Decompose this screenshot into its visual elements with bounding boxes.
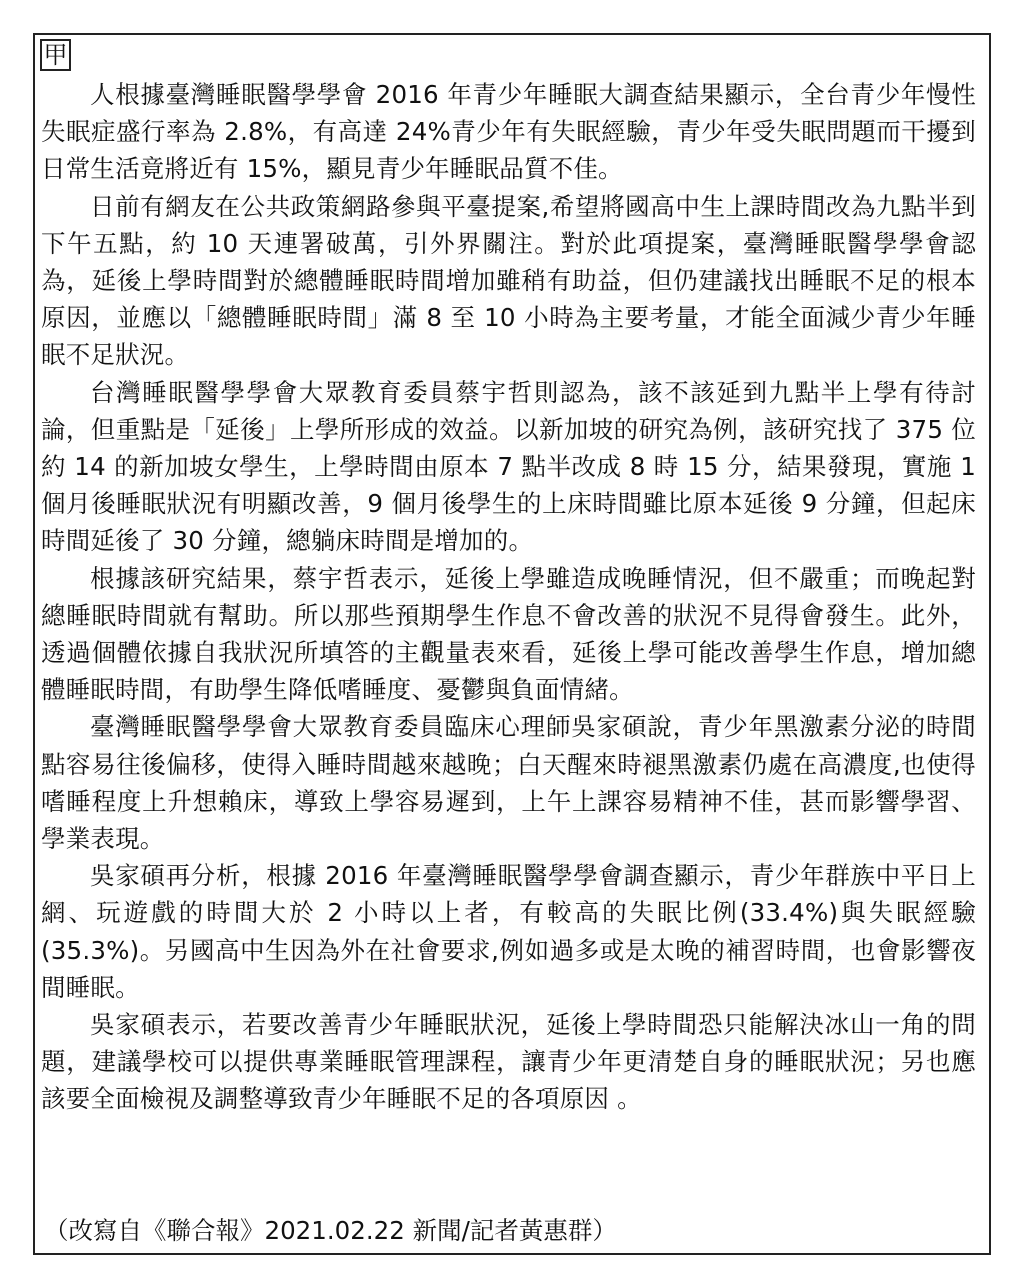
paragraph-2: 日前有網友在公共政策網路參與平臺提案,希望將國高中生上課時間改為九點半到下午五點，約 10 天連署破萬，引外界關注。對於此項提案，臺灣睡眠醫學學會認為，延後上學時間對於總體睡眠時間增加雖稍有助益，但仍建議找出睡眠不足的根本原因，並應以「總體睡眠時間」滿 8 至 10 小時為主要考量，才能全面減少青少年睡眠不足狀況。 <box>41 191 976 370</box>
paragraph-7: 吳家碩表示，若要改善青少年睡眠狀況，延後上學時間恐只能解決冰山一角的問題，建議學校可以提供專業睡眠管理課程，讓青少年更清楚自身的睡眠狀況；另也應該要全面檢視及調整導致青少年睡眠不足的各項原因 。 <box>41 1010 976 1114</box>
paragraph-5: 臺灣睡眠醫學學會大眾教育委員臨床心理師吳家碩說，青少年黑激素分泌的時間點容易往後偏移，使得入睡時間越來越晚；白天醒來時褪黑激素仍處在高濃度,也使得嗜睡程度上升想賴床，導致上學容易遲到，上午上課容易精神不佳，甚而影響學習、學業表現。 <box>41 712 976 854</box>
paragraph-6: 吳家碩再分析，根據 2016 年臺灣睡眠醫學學會調查顯示，青少年群族中平日上網、玩遊戲的時間大於 2 小時以上者，有較高的失眠比例(33.4%)與失眠經驗(35.3%)。另國高中生因為外在社會要求,例如過多或是太晚的補習時間，也會影響夜間睡眠。 <box>41 861 976 1002</box>
paragraph-3: 台灣睡眠醫學學會大眾教育委員蔡宇哲則認為，該不該延到九點半上學有待討論，但重點是「延後」上學所形成的效益。以新加坡的研究為例，該研究找了 375 位約 14 的新加坡女學生，上學時間由原本 7 點半改成 8 時 15 分，結果發現，實施 1 個月後睡眠狀況有明顯改善，9 個月後學生的上床時間雖比原本延後 9 分鐘，但起床時間延後了 30 分鐘，總躺床時間是增加的。 <box>41 377 976 556</box>
article-body <box>41 76 976 1118</box>
section-tag: 甲 <box>40 39 71 71</box>
source-citation: （改寫自《聯合報》2021.02.22 新聞/記者黃惠群） <box>44 1216 617 1245</box>
paragraph-4: 根據該研究結果，蔡宇哲表示，延後上學雖造成晚睡情況，但不嚴重；而晚起對總睡眠時間就有幫助。所以那些預期學生作息不會改善的狀況不見得會發生。此外，透過個體依據自我狀況所填答的主觀量表來看，延後上學可能改善學生作息，增加總體睡眠時間，有助學生降低嗜睡度、憂鬱與負面情緒。 <box>41 563 976 705</box>
paragraph-1: 人根據臺灣睡眠醫學學會 2016 年青少年睡眠大調查結果顯示，全台青少年慢性失眠症盛行率為 2.8%，有高達 24%青少年有失眠經驗，青少年受失眠問題而干擾到日常生活竟將近有 15%，顯見青少年睡眠品質不佳。 <box>41 80 976 184</box>
